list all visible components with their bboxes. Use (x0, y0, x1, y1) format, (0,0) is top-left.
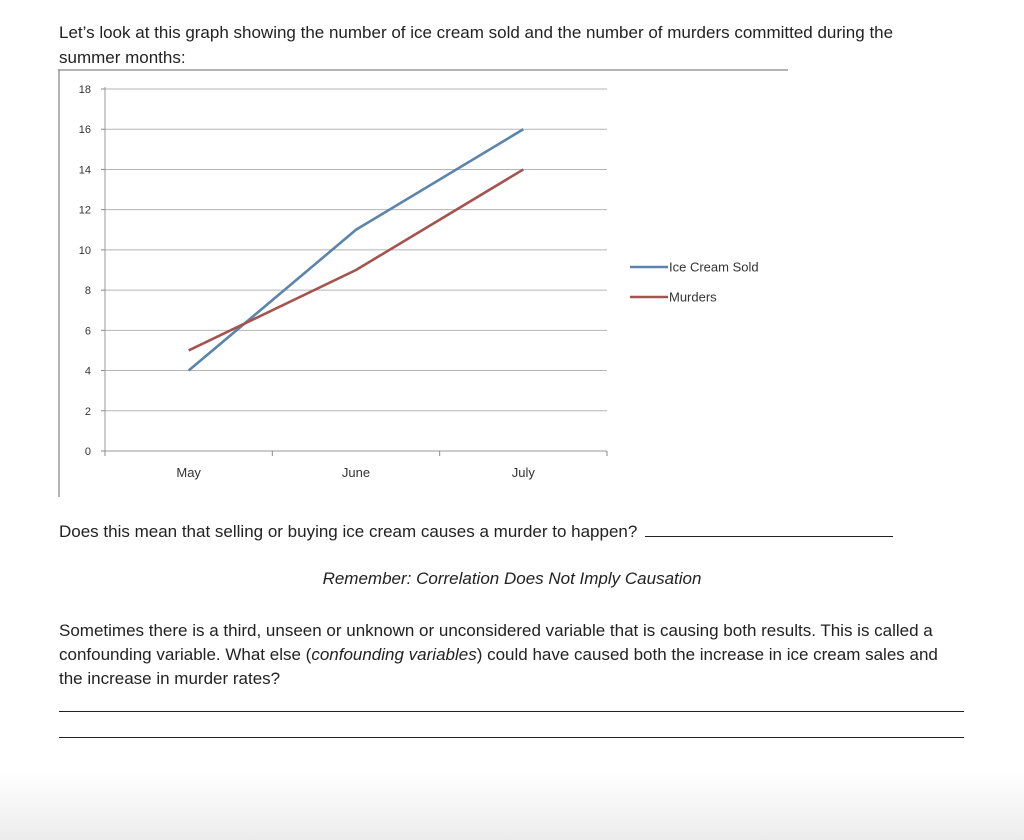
intro-text: Let’s look at this graph showing the number of ice cream sold and the number of murders committed during the summer months: (59, 23, 894, 67)
y-tick-label-16: 16 (78, 124, 91, 137)
y-tick-label-18: 18 (78, 84, 91, 96)
paragraph-emphasis: confounding variables (311, 645, 477, 664)
chart-svg (58, 69, 788, 497)
x-tick-label-june: June (341, 465, 371, 480)
answer-line-1[interactable] (59, 711, 964, 712)
series-line-murders (189, 169, 524, 350)
y-tick-label-10: 10 (78, 244, 91, 257)
legend-label-murders: Murders (669, 289, 717, 305)
legend-layer (630, 260, 759, 305)
y-tick-label-8: 8 (84, 285, 91, 298)
line-chart (58, 69, 788, 497)
y-tick-label-2: 2 (84, 405, 91, 418)
axis-layer (79, 84, 607, 480)
y-tick-label-4: 4 (84, 365, 91, 378)
reminder-text: Remember: Correlation Does Not Imply Causation (322, 569, 702, 588)
y-tick-label-0: 0 (84, 446, 91, 458)
page-shadow (0, 770, 1024, 840)
x-tick-label-may: May (176, 465, 201, 480)
y-tick-label-12: 12 (78, 204, 91, 217)
confounding-paragraph (59, 619, 959, 691)
y-tick-label-6: 6 (84, 325, 91, 338)
answer-line-2[interactable] (59, 737, 964, 738)
y-tick-label-14: 14 (78, 164, 91, 177)
x-tick-label-july: July (511, 465, 535, 480)
legend-label-ice-cream-sold: Ice Cream Sold (669, 259, 759, 275)
question-label: Does this mean that selling or buying ice cream causes a murder to happen? (59, 522, 638, 541)
question-text (59, 519, 949, 544)
answer-blank[interactable] (645, 519, 893, 537)
paragraph-part2: ) could have caused both the increase in ice cream sales and the increase in murder rates? (59, 645, 938, 688)
paragraph-part1: Sometimes there is a third, unseen or unknown or unconsidered variable that is causing both results. This is called a confounding variable. What else ( (59, 621, 933, 664)
